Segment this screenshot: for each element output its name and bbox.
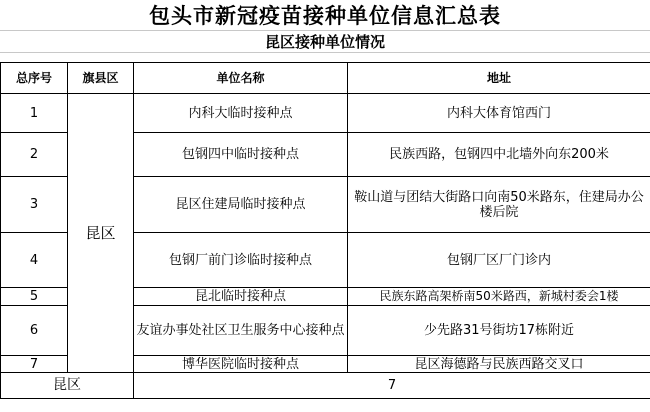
unit-name: 博华医院临时接种点 (134, 356, 348, 373)
summary-row (1, 373, 650, 399)
unit-name: 友谊办事处社区卫生服务中心接种点 (134, 306, 348, 356)
unit-name: 昆北临时接种点 (134, 288, 348, 306)
summary-district: 昆区 (1, 373, 134, 399)
row-number: 7 (1, 356, 68, 373)
summary-count: 7 (134, 373, 650, 399)
header-address: 地址 (348, 63, 650, 94)
unit-name: 内科大临时接种点 (134, 94, 348, 133)
row-number: 5 (1, 288, 68, 306)
unit-address: 包钢厂区厂门诊内 (348, 233, 650, 288)
sheet-title: 包头市新冠疫苗接种单位信息汇总表 (149, 4, 501, 28)
header-row (1, 63, 650, 94)
unit-address: 昆区海德路与民族西路交叉口 (348, 356, 650, 373)
district-cell: 昆区 (68, 94, 134, 373)
unit-name: 包钢四中临时接种点 (134, 133, 348, 177)
row-number: 1 (1, 94, 68, 133)
gridline (0, 52, 650, 53)
row-number: 2 (1, 133, 68, 177)
row-number: 6 (1, 306, 68, 356)
header-district: 旗县区 (68, 63, 134, 94)
unit-address: 民族西路，包钢四中北墙外向东200米 (348, 133, 650, 177)
unit-address: 内科大体育馆西门 (348, 94, 650, 133)
header-unit-name: 单位名称 (134, 63, 348, 94)
header-serial-number: 总序号 (1, 63, 68, 94)
sheet-subtitle: 昆区接种单位情况 (264, 32, 385, 51)
row-number: 3 (1, 177, 68, 233)
unit-address: 民族东路高架桥南50米路西，新城村委会1楼 (348, 288, 650, 306)
unit-name: 昆区住建局临时接种点 (134, 177, 348, 233)
row-number: 4 (1, 233, 68, 288)
vaccination-sites-table (0, 62, 650, 399)
unit-address: 少先路31号街坊17栋附近 (348, 306, 650, 356)
unit-name: 包钢厂前门诊临时接种点 (134, 233, 348, 288)
table-row (1, 94, 650, 133)
unit-address: 鞍山道与团结大街路口向南50米路东，住建局办公楼后院 (348, 177, 650, 233)
